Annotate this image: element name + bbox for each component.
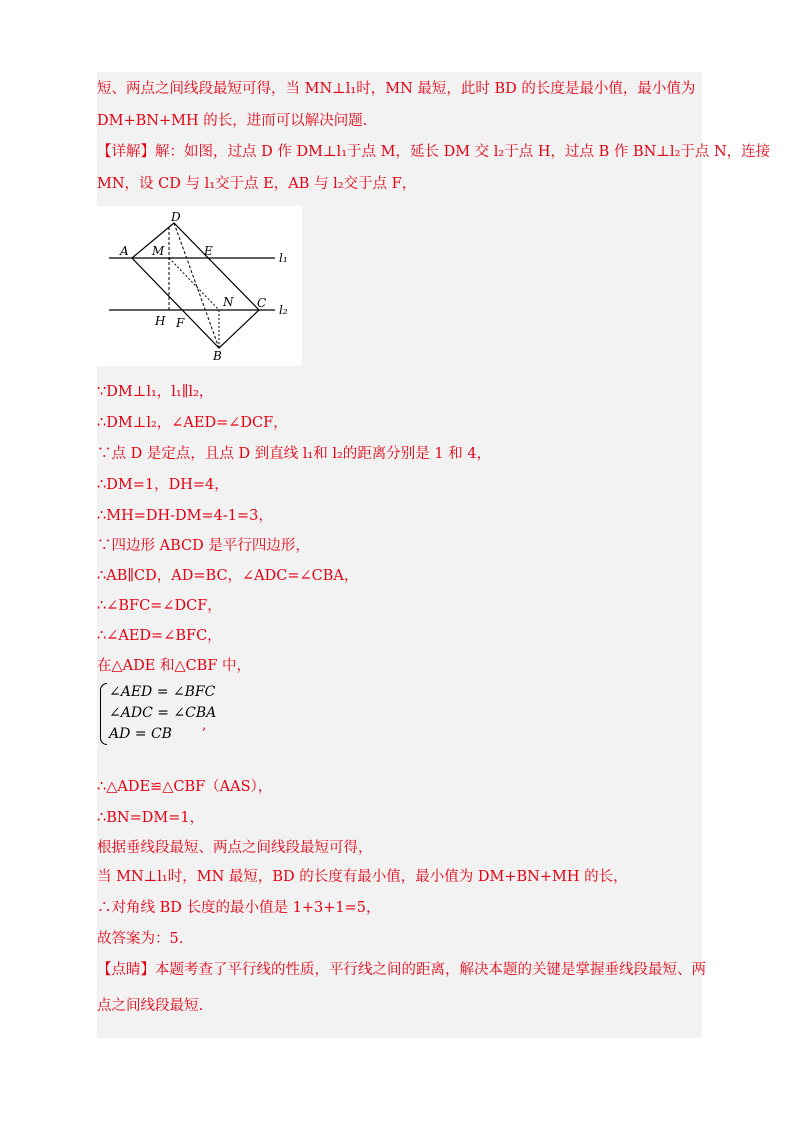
text-line-9: ∴MH=DH-DM=4-1=3， [97, 508, 273, 524]
segment-mn [169, 258, 219, 310]
label-e: E [204, 244, 213, 258]
label-f: F [176, 316, 185, 330]
text-line-15: ∴△ADE≌△CBF（AAS）， [97, 779, 273, 795]
condition-3: AD = CB [109, 726, 172, 742]
label-h: H [155, 314, 166, 328]
text-line-3: 【详解】解：如图，过点 D 作 DM⊥l₁于点 M，延长 DM 交 l₂于点 H，过点 B 作 BN⊥l₂于点 N，连接 [97, 144, 771, 160]
parallelogram-diagram [97, 206, 302, 366]
label-c: C [257, 296, 267, 310]
text-line-13: ∴∠AED=∠BFC， [97, 628, 222, 644]
geometry-figure [97, 206, 302, 366]
text-line-16: ∴BN=DM=1， [97, 810, 205, 826]
text-line-10: ∵四边形 ABCD 是平行四边形， [97, 538, 310, 554]
text-line-8: ∴DM=1，DH=4， [97, 477, 229, 493]
condition-1: ∠AED = ∠BFC [109, 684, 216, 700]
text-line-20: 故答案为：5. [97, 931, 184, 947]
text-line-7: ∵点 D 是定点，且点 D 到直线 l₁和 l₂的距离分别是 1 和 4， [97, 446, 492, 462]
text-line-5: ∵DM⊥l₁，l₁∥l₂， [97, 384, 214, 400]
text-line-14: 在△ADE 和△CBF 中， [97, 658, 252, 674]
text-line-11: ∴AB∥CD，AD=BC，∠ADC=∠CBA， [97, 568, 359, 584]
label-l2: l₂ [279, 303, 288, 317]
text-line-22: 点之间线段最短. [97, 998, 204, 1014]
text-line-19: ∴对角线 BD 长度的最小值是 1+3+1=5， [97, 900, 381, 916]
text-line-1: 短、两点之间线段最短可得，当 MN⊥l₁时，MN 最短，此时 BD 的长度是最小值，最小值为 [97, 81, 696, 97]
text-line-2: DM+BN+MH 的长，进而可以解决问题. [97, 113, 368, 129]
left-brace [100, 683, 107, 745]
conditions-comma: , [202, 717, 207, 733]
text-line-4: MN，设 CD 与 l₁交于点 E，AB 与 l₂交于点 F， [97, 176, 417, 192]
text-line-12: ∴∠BFC=∠DCF， [97, 598, 222, 614]
parallelogram-abcd [132, 223, 259, 348]
congruence-conditions [100, 683, 217, 745]
label-d: D [171, 210, 181, 224]
text-line-18: 当 MN⊥l₁时，MN 最短，BD 的长度有最小值，最小值为 DM+BN+MH 的长， [97, 869, 628, 885]
label-a: A [120, 244, 129, 258]
label-l1: l₁ [279, 251, 288, 265]
text-line-6: ∴DM⊥l₂，∠AED=∠DCF， [97, 415, 288, 431]
text-line-17: 根据垂线段最短、两点之间线段最短可得， [97, 840, 373, 856]
label-m: M [152, 244, 165, 258]
text-line-21: 【点睛】本题考查了平行线的性质，平行线之间的距离，解决本题的关键是掌握垂线段最短、两 [97, 962, 706, 978]
condition-2: ∠ADC = ∠CBA [109, 705, 217, 721]
label-n: N [223, 295, 234, 309]
label-b: B [213, 349, 222, 363]
